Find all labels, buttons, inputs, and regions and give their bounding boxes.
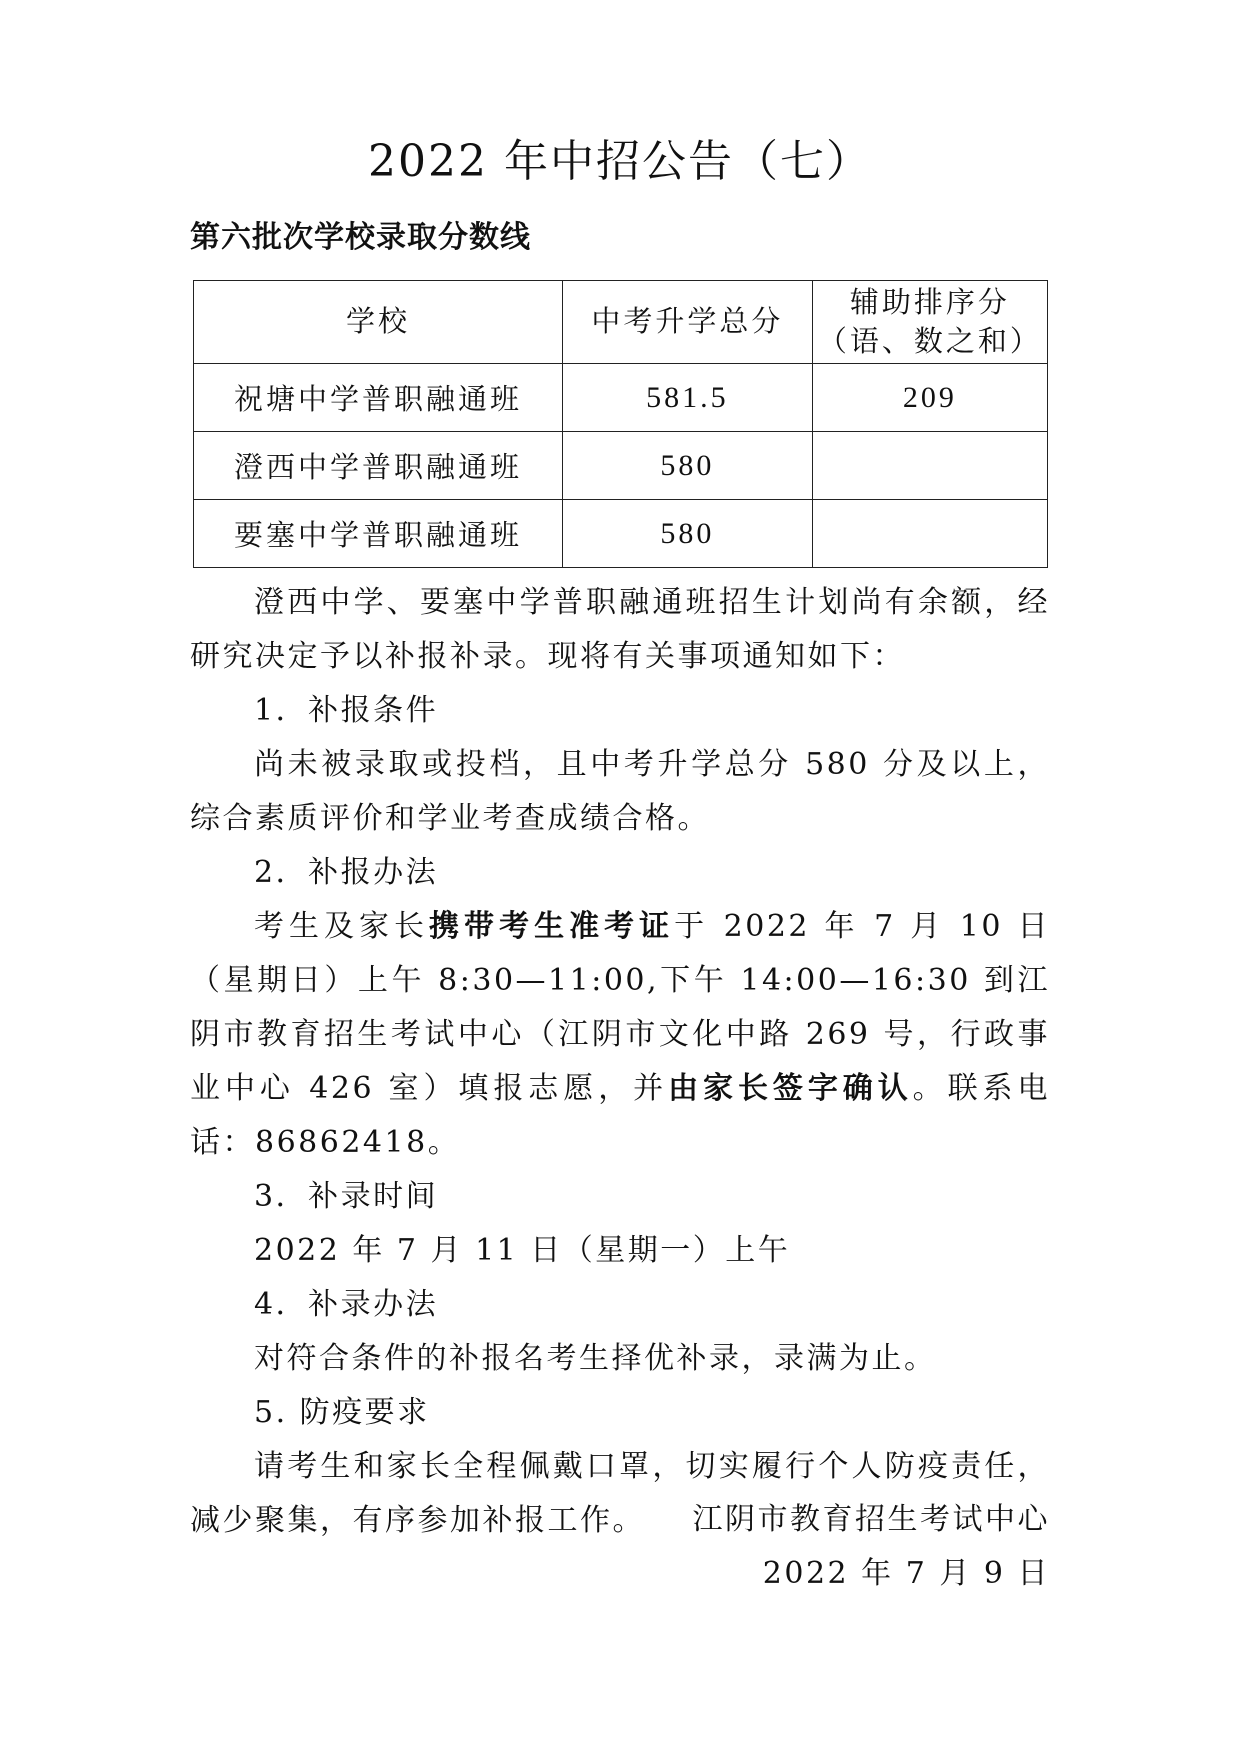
section-2-body <box>190 900 1050 1170</box>
cell-total-score: 581.5 <box>562 364 812 432</box>
section-3-body: 2022 年 7 月 11 日（星期一）上午 <box>254 1233 791 1268</box>
section-2-text-c: 。联系电话：86862418。 <box>190 1071 1050 1160</box>
section-2-text-a: 考生及家长 <box>254 909 430 944</box>
section-5-body: 请考生和家长全程佩戴口罩，切实履行个人防疫责任，减少聚集，有序参加补报工作。 <box>190 1449 1050 1538</box>
notice-body <box>190 576 1050 1548</box>
cell-school: 澄西中学普职融通班 <box>194 432 563 500</box>
cell-aux-score <box>812 432 1047 500</box>
header-aux-line2: （语、数之和） <box>817 324 1042 358</box>
section-1-heading: 1．补报条件 <box>254 693 439 728</box>
page-title: 2022 年中招公告（七） <box>368 136 872 187</box>
header-aux-score <box>812 281 1047 364</box>
header-school: 学校 <box>194 281 563 364</box>
section-subtitle: 第六批次学校录取分数线 <box>190 220 531 255</box>
cell-aux-score: 209 <box>812 364 1047 432</box>
section-1-body: 尚未被录取或投档，且中考升学总分 580 分及以上，综合素质评价和学业考查成绩合格。 <box>190 747 1050 836</box>
section-2-bold-parent-signature: 由家长签字确认 <box>668 1071 913 1106</box>
signature-organization: 江阴市教育招生考试中心 <box>692 1502 1050 1537</box>
admission-score-table <box>193 280 1048 568</box>
section-5-heading: 5. 防疫要求 <box>254 1395 430 1430</box>
cell-total-score: 580 <box>562 432 812 500</box>
header-total-score: 中考升学总分 <box>562 281 812 364</box>
table-header-row <box>194 281 1048 364</box>
section-2-bold-admission-ticket: 携带考生准考证 <box>429 909 675 944</box>
intro-paragraph: 澄西中学、要塞中学普职融通班招生计划尚有余额，经研究决定予以补报补录。现将有关事项通知如下： <box>190 585 1050 674</box>
table-row <box>194 432 1048 500</box>
table-row <box>194 500 1048 568</box>
cell-school: 祝塘中学普职融通班 <box>194 364 563 432</box>
section-4-body: 对符合条件的补报名考生择优补录，录满为止。 <box>254 1341 937 1376</box>
signature-date: 2022 年 7 月 9 日 <box>762 1556 1050 1591</box>
cell-total-score: 580 <box>562 500 812 568</box>
cell-school: 要塞中学普职融通班 <box>194 500 563 568</box>
section-3-heading: 3．补录时间 <box>254 1179 439 1214</box>
section-2-heading: 2．补报办法 <box>254 855 439 890</box>
section-2-text-b: 于 2022 年 7 月 10 日（星期日）上午 8:30—11:00,下午 14:00—16:30 到江阴市教育招生考试中心（江阴市文化中路 269 号，行政事业中心 426 室）填报志愿，并 <box>190 909 1051 1106</box>
header-aux-line1: 辅助排序分 <box>849 284 1010 319</box>
table-row <box>194 364 1048 432</box>
cell-aux-score <box>812 500 1047 568</box>
section-4-heading: 4．补录办法 <box>254 1287 439 1322</box>
